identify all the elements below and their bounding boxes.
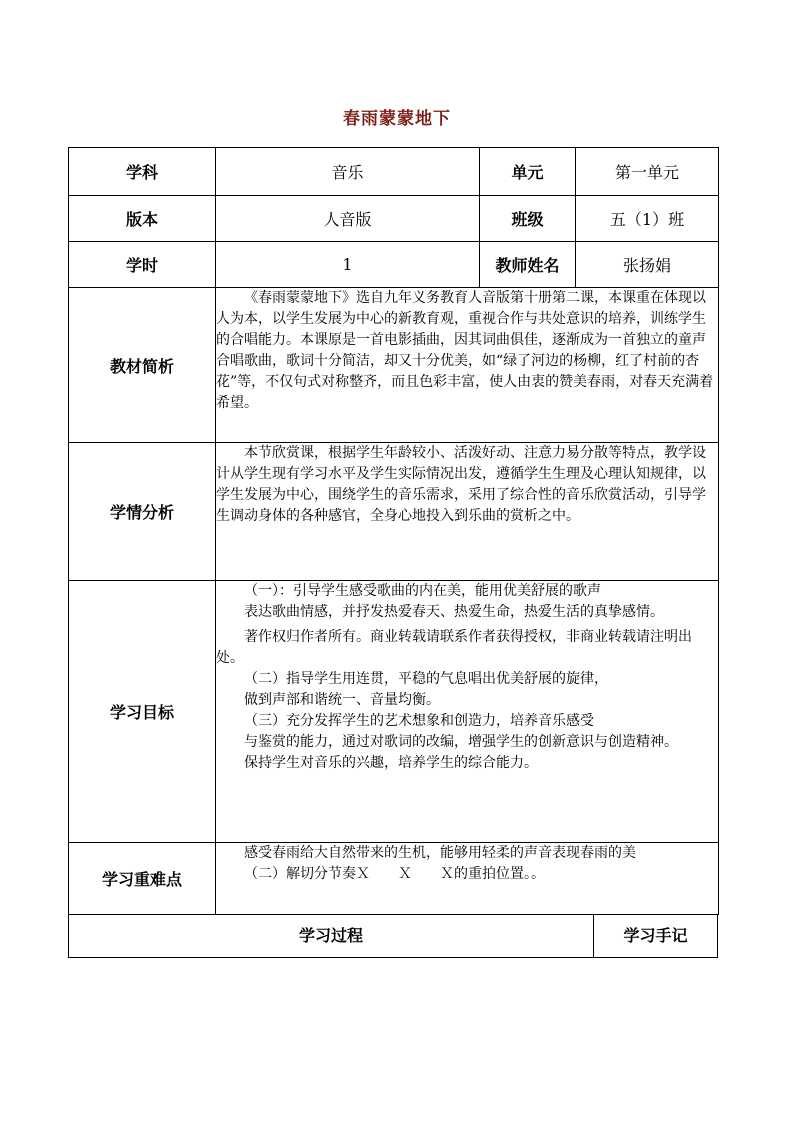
edition-value: 人音版	[216, 196, 480, 242]
analysis-text: 《春雨蒙蒙地下》选自九年义务教育人音版第十册第二课，本课重在体现以人为本，以学生发展为中心的新教育观，重视合作与共处意识的培养，训练学生的合唱能力。本课原是一首电影插曲，因其词曲俱佳，逐渐成为一首独立的童声合唱歌曲，歌词十分简洁，却又十分优美，如“绿了河边的杨柳，红了村前的杏花”等，不仅句式对称整齐，而且色彩丰富，使人由衷的赞美春雨，对春天充满着希望。	[216, 290, 714, 411]
goal-line: 做到声部和谐统一、音量均衡。	[244, 692, 440, 708]
page-title: 春雨蒙蒙地下	[343, 109, 451, 129]
row-goals	[69, 581, 719, 843]
goal-line: 著作权归作者所有。商业转载请联系作者获得授权，非商业转载请注明出处。	[216, 629, 692, 666]
key-points-content	[216, 843, 719, 915]
key-point-line: （二）解切分节奏Ｘ Ｘ Ｘ的重拍位置。。	[244, 866, 545, 882]
row-students	[69, 443, 719, 581]
goal-line: 与鉴赏的能力，通过对歌词的改编，增强学生的创新意识与创造精神。	[244, 734, 678, 750]
goal-line: 保持学生对音乐的兴趣，培养学生的综合能力。	[244, 755, 538, 771]
row-subject	[69, 148, 719, 196]
hours-value: 1	[216, 242, 480, 288]
row-analysis	[69, 288, 719, 443]
students-content	[216, 443, 719, 581]
unit-label: 单元	[480, 148, 576, 196]
row-hours	[69, 242, 719, 288]
goal-line: （三）充分发挥学生的艺术想象和创造力，培养音乐感受	[244, 713, 594, 729]
teacher-value: 张扬娟	[576, 242, 719, 288]
class-value: 五（1）班	[576, 196, 719, 242]
subject-value: 音乐	[216, 148, 480, 196]
hours-label: 学时	[69, 242, 216, 288]
goals-content	[216, 581, 719, 843]
process-header: 学习过程	[298, 926, 363, 945]
goals-label: 学习目标	[69, 581, 216, 843]
row-edition	[69, 196, 719, 242]
key-points-label: 学习重难点	[69, 843, 216, 915]
lesson-plan-table	[68, 147, 719, 915]
analysis-content	[216, 288, 719, 443]
goal-line: 表达歌曲情感，并抒发热爱春天、热爱生命，热爱生活的真挚感情。	[244, 604, 664, 620]
row-key-points	[69, 843, 719, 915]
process-row	[68, 914, 718, 958]
students-label: 学情分析	[69, 443, 216, 581]
goal-line: （一）：引导学生感受歌曲的内在美，能用优美舒展的歌声	[244, 583, 601, 599]
students-text: 本节欣赏课，根据学生年龄较小、活泼好动、注意力易分散等特点，教学设计从学生现有学习水平及学生实际情况出发，遵循学生生理及心理认知规律，以学生发展为中心，围绕学生的音乐需求，采用了综合性的音乐欣赏活动，引导学生调动身体的各种感官，全身心地投入到乐曲的赏析之中。	[216, 445, 706, 524]
subject-label: 学科	[69, 148, 216, 196]
key-point-line: 感受春雨给大自然带来的生机，能够用轻柔的声音表现春雨的美	[244, 845, 636, 861]
goal-line: （二）指导学生用连贯，平稳的气息唱出优美舒展的旋律，	[244, 671, 608, 687]
notes-header: 学习手记	[623, 926, 688, 945]
edition-label: 版本	[69, 196, 216, 242]
teacher-label: 教师姓名	[480, 242, 576, 288]
analysis-label: 教材简析	[69, 288, 216, 443]
unit-value: 第一单元	[576, 148, 719, 196]
class-label: 班级	[480, 196, 576, 242]
